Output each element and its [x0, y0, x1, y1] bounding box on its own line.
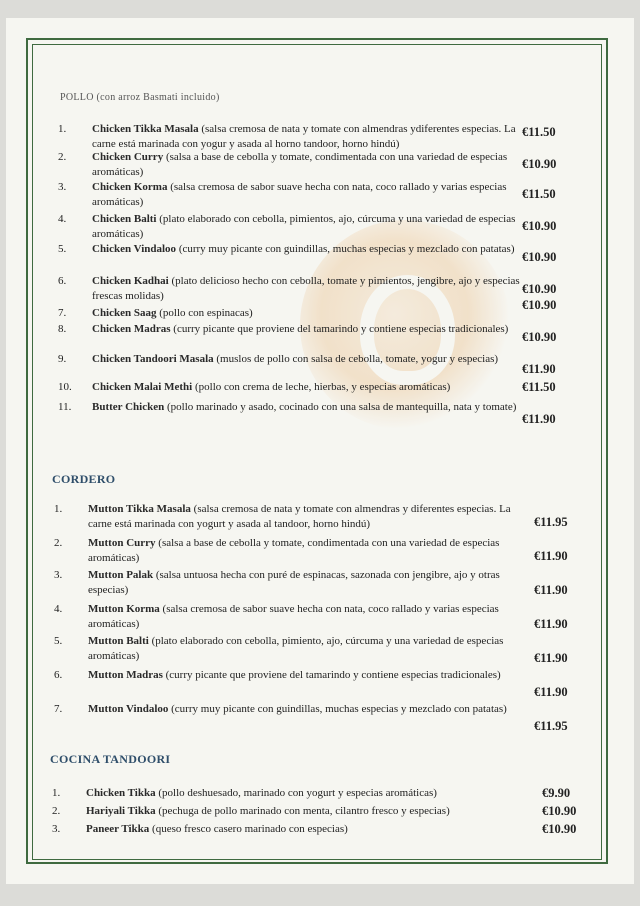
menu-item-description: (salsa untuosa hecha con puré de espinacas, sazonada con jengibre, ajo y otras especias) — [88, 569, 500, 596]
menu-item-text — [92, 322, 522, 337]
menu-item-name: Mutton Curry — [88, 537, 156, 549]
menu-item-number: 2. — [52, 805, 61, 817]
menu-item-price: €11.95 — [534, 515, 568, 529]
menu-item-text — [88, 702, 518, 717]
menu-item-price: €11.50 — [522, 125, 556, 139]
menu-item-description: (pollo marinado y asado, cocinado con una salsa de mantequilla, nata y tomate) — [164, 401, 517, 413]
menu-item-description: (pollo con crema de leche, hierbas, y especias aromáticas) — [192, 381, 451, 393]
menu-item-description: (salsa cremosa de nata y tomate con almendras ydiferentes especias. La carne está marinada con yogur y asada al horno tandoor, horno hindú) — [92, 123, 516, 150]
menu-item-number: 6. — [58, 275, 67, 287]
menu-item-text — [86, 804, 516, 819]
menu-item-name: Chicken Balti — [92, 213, 157, 225]
menu-item-price: €11.90 — [534, 651, 568, 665]
menu-item-price: €11.95 — [534, 719, 568, 733]
menu-item-name: Chicken Korma — [92, 181, 168, 193]
menu-item-description: (curry muy picante con guindillas, muchas especias y mezclado con patatas) — [176, 243, 515, 255]
menu-item-name: Chicken Madras — [92, 323, 171, 335]
menu-item-number: 3. — [58, 181, 67, 193]
section-title-tandoori: COCINA TANDOORI — [50, 752, 171, 766]
menu-item-description: (pechuga de pollo marinado con menta, cilantro fresco y especias) — [155, 805, 450, 817]
menu-item-number: 5. — [58, 243, 67, 255]
menu-item — [58, 322, 528, 354]
menu-item-price: €10.90 — [542, 804, 577, 818]
menu-item-number: 10. — [58, 381, 72, 393]
menu-item-name: Chicken Tikka — [86, 787, 156, 799]
menu-item-number: 8. — [58, 323, 67, 335]
menu-item-price: €10.90 — [522, 298, 557, 312]
menu-item-number: 7. — [58, 307, 67, 319]
menu-item-number: 1. — [58, 123, 67, 135]
menu-item-name: Chicken Tikka Masala — [92, 123, 199, 135]
menu-item-number: 11. — [58, 401, 72, 413]
menu-item-text — [92, 306, 522, 321]
menu-item-description: (plato elaborado con cebolla, pimientos, ajo, cúrcuma y una variedad de especias aromáticas) — [92, 213, 516, 240]
menu-item-description: (salsa cremosa de nata y tomate con almendras y diferentes especias. La carne está marinada con yogurt y asada al tandoor, horno hindú) — [88, 503, 511, 530]
menu-item-name: Paneer Tikka — [86, 823, 150, 835]
menu-item-description: (muslos de pollo con salsa de cebolla, tomate, yogur y especias) — [213, 353, 499, 365]
menu-item-text — [86, 822, 516, 837]
menu-item-text — [88, 602, 518, 632]
menu-item-name: Chicken Kadhai — [92, 275, 169, 287]
menu-item-price: €11.50 — [522, 187, 556, 201]
menu-item-text — [88, 502, 518, 532]
menu-item-price: €11.90 — [534, 549, 568, 563]
menu-item-name: Hariyali Tikka — [86, 805, 156, 817]
menu-item — [54, 634, 524, 666]
section-title-cordero: CORDERO — [52, 472, 116, 486]
menu-item — [54, 668, 524, 700]
menu-item — [54, 568, 524, 600]
menu-item-text — [92, 122, 522, 152]
menu-item-text — [92, 150, 522, 180]
menu-item-number: 5. — [54, 635, 63, 647]
menu-item-number: 7. — [54, 703, 63, 715]
menu-item-description: (salsa cremosa de sabor suave hecha con nata, coco rallado y varias especias aromáticas) — [92, 181, 507, 208]
menu-item-price: €10.90 — [522, 282, 557, 296]
menu-item-number: 3. — [52, 823, 61, 835]
menu-item — [54, 536, 524, 568]
menu-item-description: (curry muy picante con guindillas, muchas especias y mezclado con patatas) — [168, 703, 507, 715]
menu-item-text — [92, 242, 522, 257]
menu-item-text — [88, 568, 518, 598]
menu-item-price: €11.90 — [534, 617, 568, 631]
menu-item-description: (pollo deshuesado, marinado con yogurt y especias aromáticas) — [155, 787, 437, 799]
menu-item-price: €11.90 — [522, 362, 556, 376]
menu-item-number: 4. — [58, 213, 67, 225]
menu-item-name: Mutton Madras — [88, 669, 163, 681]
menu-item-text — [86, 786, 516, 801]
menu-item — [58, 150, 528, 182]
menu-item-text — [92, 352, 522, 367]
menu-item-number: 2. — [58, 151, 67, 163]
menu-item-price: €9.90 — [542, 786, 571, 800]
menu-item — [52, 822, 522, 854]
menu-item-name: Mutton Balti — [88, 635, 149, 647]
menu-item-name: Mutton Tikka Masala — [88, 503, 191, 515]
menu-item — [54, 702, 524, 734]
menu-item-name: Chicken Curry — [92, 151, 164, 163]
menu-item — [58, 274, 528, 306]
menu-item-name: Chicken Saag — [92, 307, 157, 319]
menu-item-description: (salsa a base de cebolla y tomate, condimentada con una variedad de especias aromáticas) — [92, 151, 508, 178]
menu-item-price: €10.90 — [522, 330, 557, 344]
menu-item-name: Chicken Tandoori Masala — [92, 353, 214, 365]
menu-item-name: Mutton Palak — [88, 569, 154, 581]
menu-item-description: (plato delicioso hecho con cebolla, tomate y pimientos, jengibre, ajo y especias frescas molidas) — [92, 275, 520, 302]
menu-item-description: (curry picante que proviene del tamarindo y contiene especias tradicionales) — [170, 323, 509, 335]
menu-item — [58, 212, 528, 244]
menu-item-text — [92, 180, 522, 210]
menu-item-number: 6. — [54, 669, 63, 681]
menu-item-price: €10.90 — [522, 250, 557, 264]
menu-item-name: Chicken Malai Methi — [92, 381, 193, 393]
menu-item — [58, 180, 528, 212]
menu-item-price: €11.50 — [522, 380, 556, 394]
menu-item-name: Mutton Vindaloo — [88, 703, 169, 715]
menu-item-text — [92, 212, 522, 242]
menu-item-number: 4. — [54, 603, 63, 615]
menu-item-price: €11.90 — [522, 412, 556, 426]
menu-item-number: 9. — [58, 353, 67, 365]
menu-item-text — [92, 380, 522, 395]
menu-item-price: €10.90 — [522, 219, 557, 233]
menu-item-text — [88, 634, 518, 664]
menu-item-number: 1. — [52, 787, 61, 799]
menu-item-description: (pollo con espinacas) — [156, 307, 253, 319]
menu-item-text — [92, 400, 522, 415]
menu-item-number: 2. — [54, 537, 63, 549]
menu-item-number: 1. — [54, 503, 63, 515]
menu-item — [54, 602, 524, 634]
menu-item-description: (queso fresco casero marinado con especias) — [149, 823, 348, 835]
menu-item-description: (curry picante que proviene del tamarindo y contiene especias tradicionales) — [162, 669, 501, 681]
menu-item-description: (salsa cremosa de sabor suave hecha con nata, coco rallado y varias especias aromáticas) — [88, 603, 499, 630]
menu-item-text — [92, 274, 522, 304]
menu-item-description: (salsa a base de cebolla y tomate, condimentada con una variedad de especias aromáticas) — [88, 537, 500, 564]
menu-item-price: €11.90 — [534, 583, 568, 597]
menu-item-price: €11.90 — [534, 685, 568, 699]
section-title-pollo: POLLO (con arroz Basmati incluido) — [60, 92, 220, 103]
menu-item-name: Butter Chicken — [92, 401, 165, 413]
menu-item-price: €10.90 — [542, 822, 577, 836]
menu-item — [58, 400, 528, 432]
menu-item-text — [88, 536, 518, 566]
menu-item-text — [88, 668, 518, 683]
menu-item-description: (plato elaborado con cebolla, pimiento, ajo, cúrcuma y una variedad de especias aromáticas) — [88, 635, 504, 662]
menu-item — [58, 242, 528, 274]
menu-item-name: Chicken Vindaloo — [92, 243, 177, 255]
menu-item-number: 3. — [54, 569, 63, 581]
menu-item — [54, 502, 524, 534]
menu-item-price: €10.90 — [522, 157, 557, 171]
menu-item-name: Mutton Korma — [88, 603, 160, 615]
